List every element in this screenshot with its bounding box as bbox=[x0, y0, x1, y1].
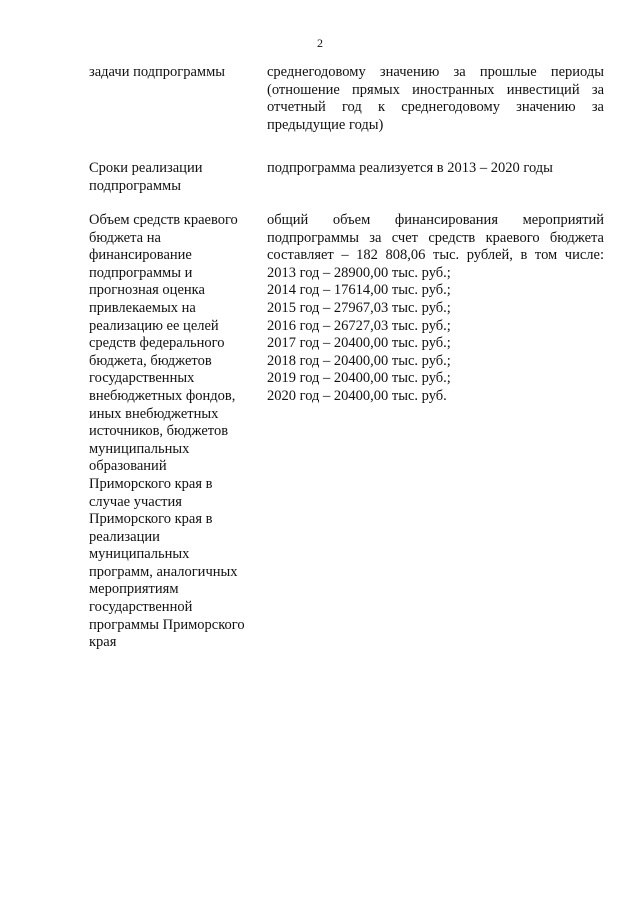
label-line: привлекаемых на bbox=[89, 299, 196, 316]
label-line: реализации bbox=[89, 528, 160, 545]
year-funding-line: 2017 год – 20400,00 тыс. руб.; bbox=[267, 335, 451, 352]
row-budget-funding bbox=[89, 212, 604, 652]
label-line: края bbox=[89, 634, 117, 651]
label-line: случае участия bbox=[89, 493, 182, 510]
label-line: подпрограммы и bbox=[89, 264, 193, 281]
label-line: бюджета на bbox=[89, 229, 161, 246]
label-line: Приморского края в bbox=[89, 511, 213, 528]
year-funding-line: 2013 год – 28900,00 тыс. руб.; bbox=[267, 264, 451, 281]
label-line: мероприятиям bbox=[89, 581, 179, 598]
value-line: общий объем финансирования мероприятий bbox=[267, 212, 604, 228]
row-label-terms bbox=[89, 160, 267, 195]
year-funding-line: 2014 год – 17614,00 тыс. руб.; bbox=[267, 282, 451, 299]
year-funding-line: 2018 год – 20400,00 тыс. руб.; bbox=[267, 352, 451, 369]
label-line: иных внебюджетных bbox=[89, 405, 219, 422]
row-value-tasks bbox=[267, 64, 604, 134]
row-subprogram-tasks bbox=[89, 64, 604, 160]
year-funding-line: 2020 год – 20400,00 тыс. руб. bbox=[267, 387, 447, 404]
label-line: Приморского края в bbox=[89, 475, 213, 492]
row-value-terms: подпрограмма реализуется в 2013 – 2020 годы bbox=[267, 160, 553, 176]
row-value-budget bbox=[267, 212, 604, 406]
label-line: источников, бюджетов bbox=[89, 423, 229, 440]
label-line: средств федерального bbox=[89, 335, 225, 352]
label-line: программы Приморского bbox=[89, 616, 245, 633]
year-funding-line: 2015 год – 27967,03 тыс. руб.; bbox=[267, 299, 451, 316]
row-label-tasks: задачи подпрограммы bbox=[89, 64, 226, 80]
value-line: подпрограммы за счет средств краевого бюджета bbox=[267, 229, 604, 246]
label-line: прогнозная оценка bbox=[89, 282, 205, 299]
value-line: (отношение прямых иностранных инвестиций за bbox=[267, 81, 604, 98]
subprogram-passport-table bbox=[89, 64, 604, 652]
row-implementation-terms bbox=[89, 160, 604, 212]
value-line: предыдущие годы) bbox=[267, 116, 384, 133]
value-line: среднегодовому значению за прошлые периоды bbox=[267, 64, 604, 80]
label-line: внебюджетных фондов, bbox=[89, 387, 236, 404]
year-funding-line: 2016 год – 26727,03 тыс. руб.; bbox=[267, 317, 451, 334]
label-line: подпрограммы bbox=[89, 177, 181, 194]
value-line: составляет – 182 808,06 тыс. рублей, в том числе: bbox=[267, 247, 604, 264]
label-line: программ, аналогичных bbox=[89, 563, 238, 580]
label-line: Сроки реализации bbox=[89, 160, 203, 176]
page-number: 2 bbox=[317, 36, 323, 50]
row-label-budget bbox=[89, 212, 267, 652]
label-line: муниципальных bbox=[89, 546, 190, 563]
value-line: отчетный год к среднегодовому значению за bbox=[267, 99, 604, 116]
label-line: образований bbox=[89, 458, 167, 475]
label-line: реализацию ее целей bbox=[89, 317, 219, 334]
label-line: государственной bbox=[89, 599, 193, 616]
label-line: Объем средств краевого bbox=[89, 212, 238, 228]
label-line: муниципальных bbox=[89, 440, 190, 457]
year-funding-line: 2019 год – 20400,00 тыс. руб.; bbox=[267, 370, 451, 387]
label-line: государственных bbox=[89, 370, 195, 387]
label-line: бюджета, бюджетов bbox=[89, 352, 212, 369]
label-line: финансирование bbox=[89, 247, 192, 264]
